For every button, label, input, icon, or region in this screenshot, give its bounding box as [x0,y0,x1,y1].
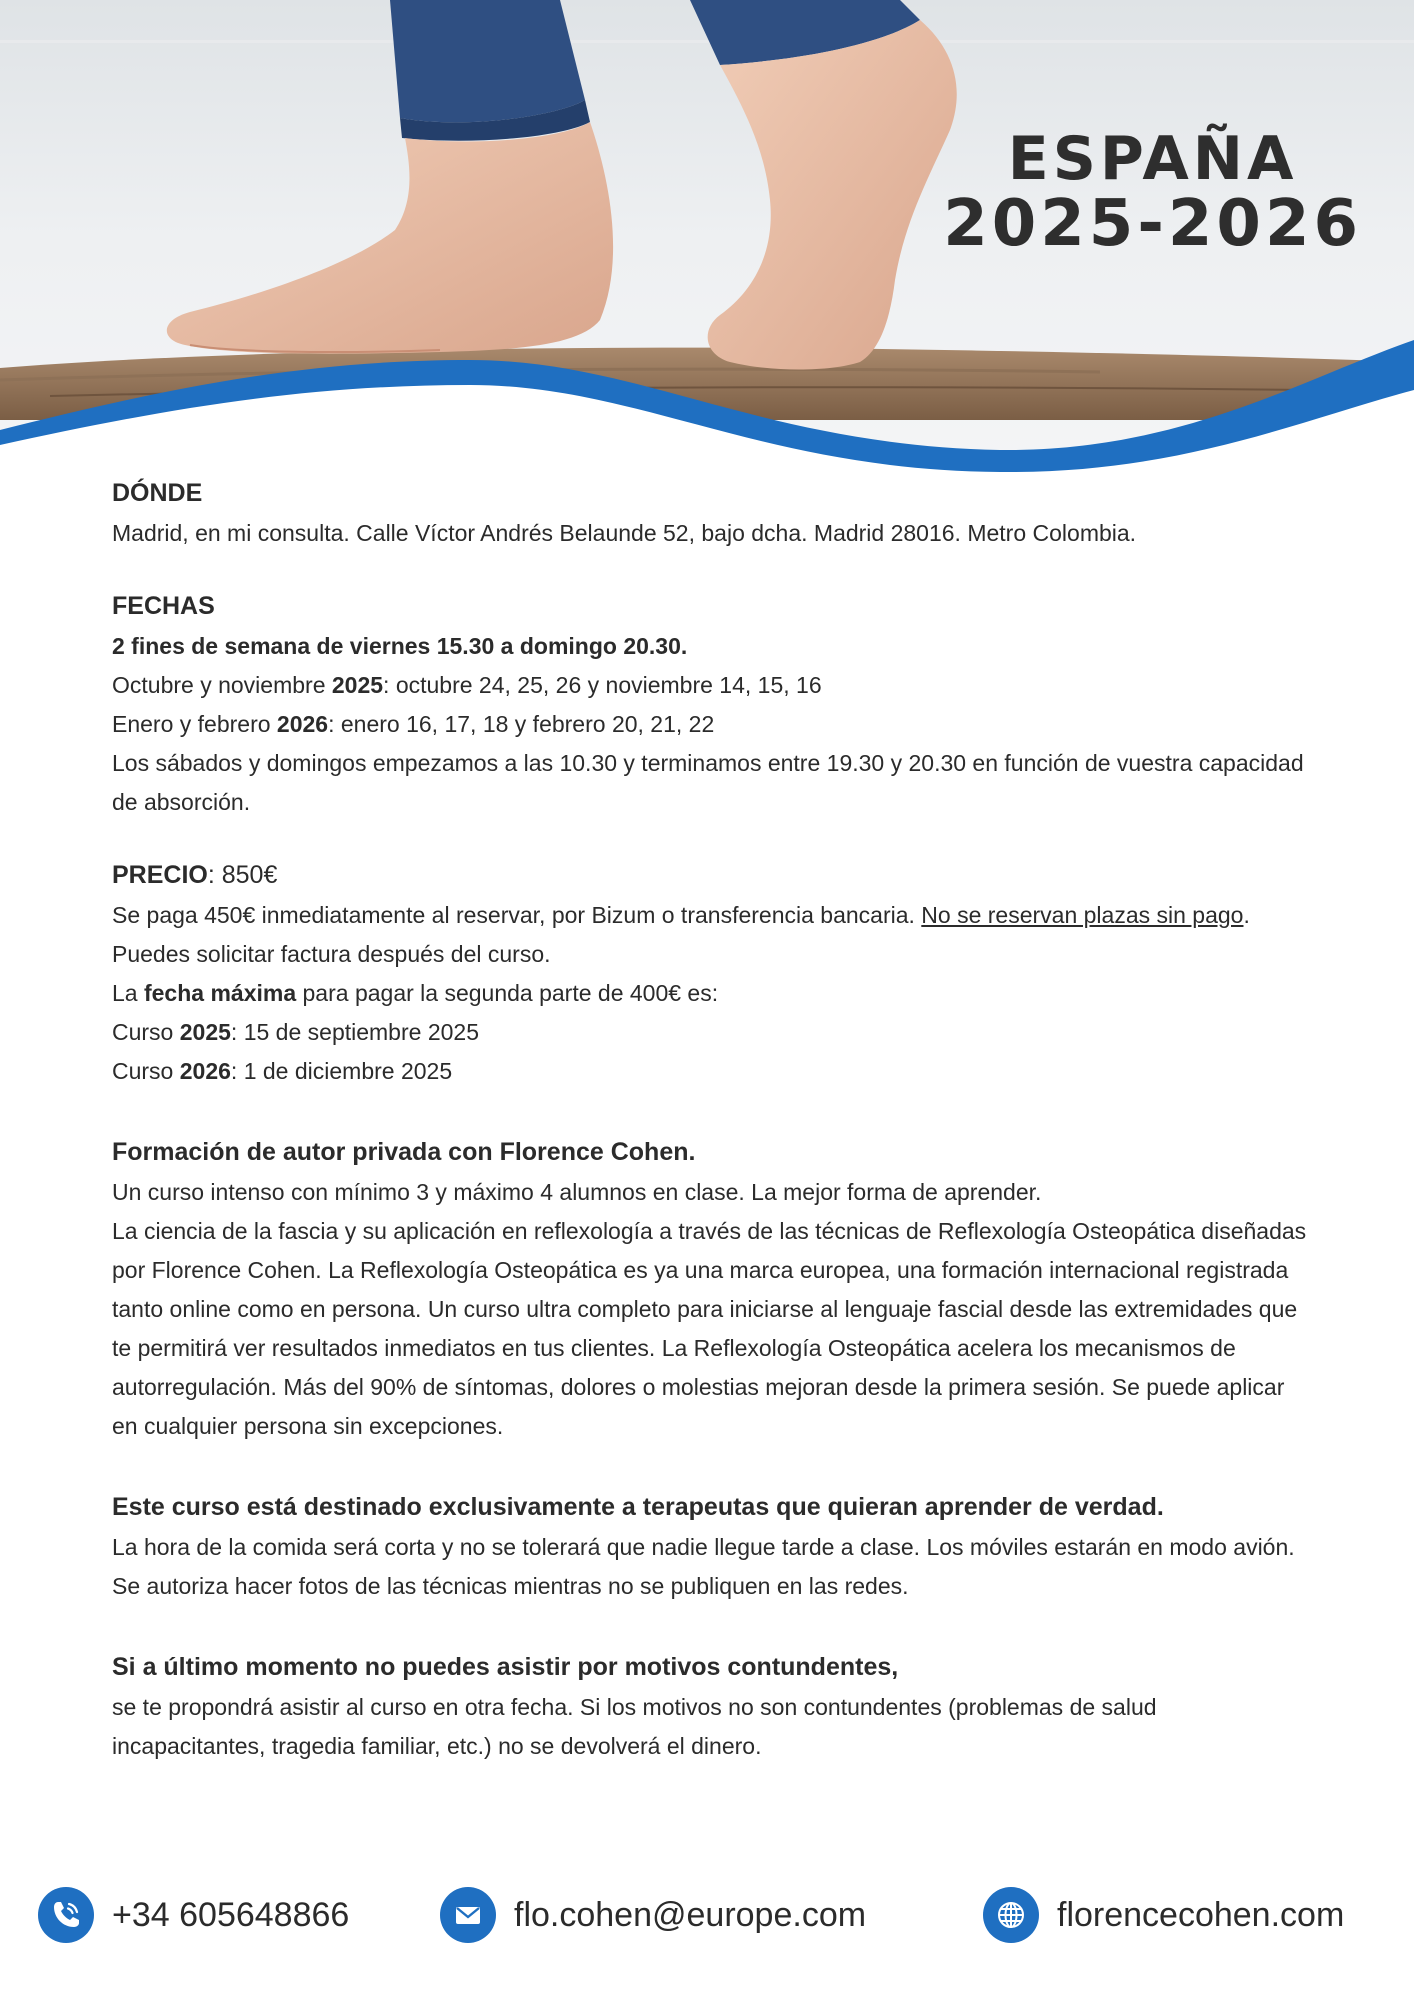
section-where [112,472,1312,553]
email-address[interactable]: flo.cohen@europe.com [514,1895,867,1934]
price-line2-prefix: La [112,980,144,1006]
course1-prefix: Curso [112,1019,180,1045]
title-country: ESPAÑA [1007,124,1298,194]
dates-note: Los sábados y domingos empezamos a las 10.30 y terminamos entre 19.30 y 20.30 en función de vuestra capacidad de absorción. [112,750,1304,815]
course2-prefix: Curso [112,1058,180,1084]
price-deadline-label: fecha máxima [143,980,297,1006]
section-audience [112,1486,1312,1606]
dates-line-2026 [112,705,1312,744]
price-line1-prefix: Se paga 450€ inmediatamente al reservar, por Bizum o transferencia bancaria. [112,902,922,928]
price-payment-text [112,896,1312,974]
dates-line1-suffix: : octubre 24, 25, 26 y noviembre 14, 15, 16 [383,672,822,698]
dates-line-2025 [112,666,1312,705]
audience-text: La hora de la comida será corta y no se tolerará que nadie llegue tarde a clase. Los móviles estarán en modo avión. Se autoriza hacer fotos de las técnicas mientras no se publiquen en las redes. [112,1534,1295,1599]
contact-footer [0,1880,1414,1950]
contact-email[interactable] [440,1880,866,1950]
audience-heading: Este curso está destinado exclusivamente a terapeutas que quieran aprender de verdad. [112,1493,1164,1521]
section-price [112,854,1312,1091]
dates-subheading: 2 fines de semana de viernes 15.30 a domingo 20.30. [112,633,688,659]
title-years: 2025-2026 [943,187,1362,261]
cancellation-text: se te propondrá asistir al curso en otra fecha. Si los motivos no son contundentes (problemas de salud incapacitantes, tragedia familiar, etc.) no se devolverá el dinero. [112,1694,1157,1759]
dates-line2-year: 2026 [276,711,329,737]
price-deadline-line [112,974,1312,1013]
main-content [112,472,1312,1798]
price-course-2025 [112,1013,1312,1052]
course2-year: 2026 [179,1058,231,1084]
training-intro: Un curso intenso con mínimo 3 y máximo 4 alumnos en clase. La mejor forma de aprender. [112,1179,1042,1205]
dates-heading: FECHAS [112,592,215,620]
mail-icon [440,1887,496,1943]
phone-icon [38,1887,94,1943]
training-heading: Formación de autor privada con Florence Cohen. [112,1138,696,1166]
training-paragraph: La ciencia de la fascia y su aplicación en reflexología a través de las técnicas de Reflexología Osteopática diseñadas por Florence Cohen. La Reflexología Osteopática es ya una marca europea, una formación internacional registrada tanto online como en persona. Un curso ultra completo para iniciarse al lenguaje fascial desde las extremidades que te permitirá ver resultados inmediatos en tus clientes. La Reflexología Osteopática acelera los mecanismos de autorregulación. Más del 90% de síntomas, dolores o molestias mejoran desde la primera sesión. Se puede aplicar en cualquier persona sin excepciones. [112,1218,1307,1439]
section-cancellation [112,1646,1312,1766]
page-title [943,124,1362,261]
price-course-2026 [112,1052,1312,1091]
price-line1-suffix: . Puedes solicitar factura después del curso. [112,902,1250,967]
dates-line2-prefix: Enero y febrero [112,711,277,737]
course2-deadline: : 1 de diciembre 2025 [230,1058,453,1084]
phone-number[interactable]: +34 605648866 [112,1895,350,1934]
hero-banner [0,0,1414,480]
dates-line1-year: 2025 [331,672,384,698]
dates-line1-prefix: Octubre y noviembre [112,672,332,698]
website-url[interactable]: florencecohen.com [1057,1895,1345,1934]
dates-line2-suffix: : enero 16, 17, 18 y febrero 20, 21, 22 [328,711,715,737]
contact-phone[interactable] [38,1880,349,1950]
contact-website[interactable] [983,1880,1344,1950]
section-training [112,1131,1312,1446]
price-heading-line [112,854,1312,896]
course1-deadline: : 15 de septiembre 2025 [230,1019,479,1045]
section-dates [112,585,1312,822]
where-heading: DÓNDE [112,479,203,507]
cancellation-heading: Si a último momento no puedes asistir por motivos contundentes, [112,1653,899,1681]
price-line2-suffix: para pagar la segunda parte de 400€ es: [296,980,719,1006]
price-no-reservation-note: No se reservan plazas sin pago [921,902,1244,928]
price-heading: PRECIO [112,861,208,889]
course1-year: 2025 [179,1019,231,1045]
globe-icon [983,1887,1039,1943]
where-text: Madrid, en mi consulta. Calle Víctor Andrés Belaunde 52, bajo dcha. Madrid 28016. Metro Colombia. [112,520,1137,546]
price-amount: : 850€ [207,861,278,889]
